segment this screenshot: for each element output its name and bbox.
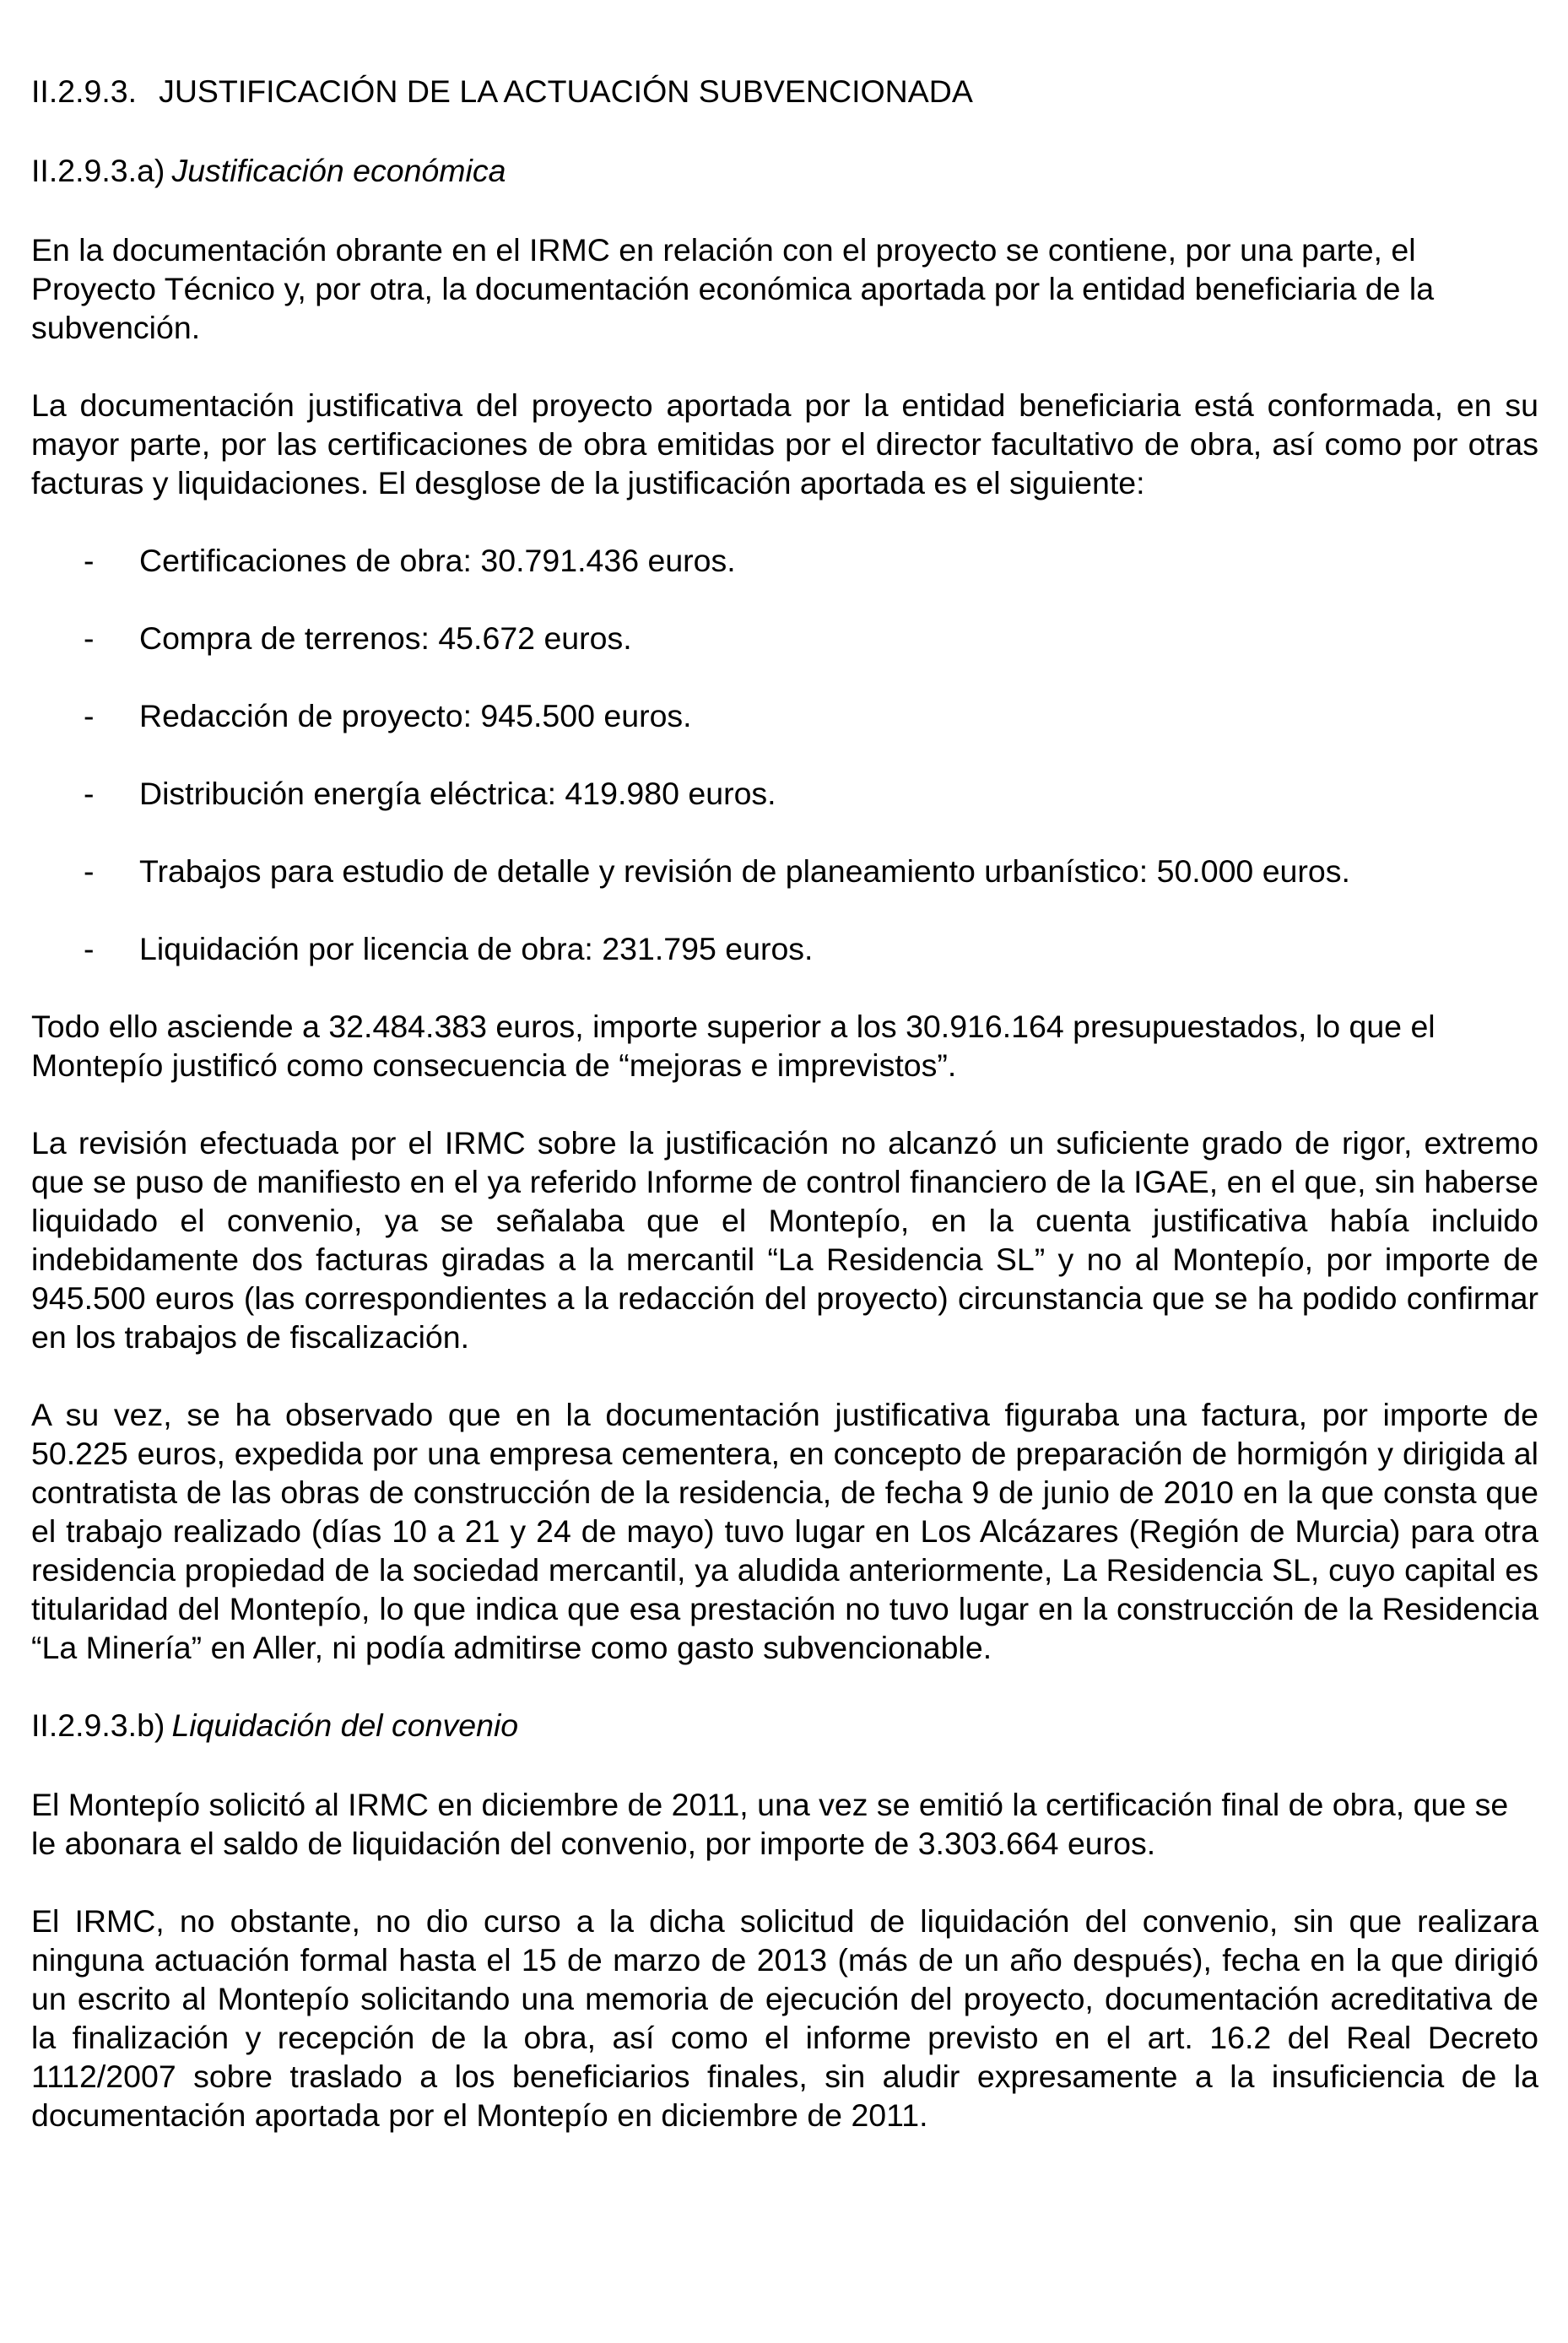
- section-code: II.2.9.3.: [31, 73, 138, 109]
- list-bullet: -: [84, 776, 95, 811]
- paragraph: El IRMC, no obstante, no dio curso a la dicha solicitud de liquidación del convenio, sin que realizara ninguna actuación formal hasta el 15 de marzo de 2013 (más de un año después), fecha en la que dirigió un escrito al Montepío solicitando una memoria de ejecución del proyecto, documentación acreditativa de la finalización y recepción de la obra, así como el informe previsto en el art. 16.2 del Real Decreto 1112/2007 sobre traslado a los beneficiarios finales, sin aludir expresamente a la insuficiencia de la documentación aportada por el Montepío en diciembre de 2011.: [31, 1903, 1538, 2133]
- subsection-b-code: II.2.9.3.b): [31, 1707, 165, 1743]
- list-bullet: -: [84, 698, 95, 733]
- paragraph: La documentación justificativa del proyecto aportada por la entidad beneficiaria está conformada, en su mayor parte, por las certificaciones de obra emitidas por el director facultativo de obra, así como por otras facturas y liquidaciones. El desglose de la justificación aportada es el siguiente:: [31, 387, 1538, 501]
- subsection-a-heading: [31, 151, 1538, 190]
- subsection-b-heading: [31, 1706, 1538, 1745]
- list-item: [31, 619, 1538, 657]
- list-bullet: -: [84, 853, 95, 889]
- list-item-text: Redacción de proyecto: 945.500 euros.: [139, 698, 692, 733]
- list-item: [31, 774, 1538, 813]
- paragraph: El Montepío solicitó al IRMC en diciembre de 2011, una vez se emitió la certificación final de obra, que se le abonara el saldo de liquidación del convenio, por importe de 3.303.664 euros.: [31, 1787, 1509, 1861]
- list-item-text: Certificaciones de obra: 30.791.436 euros.: [139, 543, 736, 578]
- list-bullet: -: [84, 543, 95, 578]
- list-item: [31, 541, 1538, 580]
- paragraph: En la documentación obrante en el IRMC en relación con el proyecto se contiene, por una parte, el Proyecto Técnico y, por otra, la documentación económica aportada por la entidad beneficiaria de la subvención.: [31, 232, 1435, 345]
- subsection-b-title: Liquidación del convenio: [171, 1707, 519, 1743]
- list-bullet: -: [84, 931, 95, 966]
- list-item: [31, 696, 1538, 735]
- justification-list: [31, 541, 1538, 968]
- section-title: JUSTIFICACIÓN DE LA ACTUACIÓN SUBVENCIONADA: [159, 73, 973, 109]
- list-bullet: -: [84, 620, 95, 656]
- subsection-a-title: Justificación económica: [171, 153, 506, 188]
- list-item-text: Distribución energía eléctrica: 419.980 euros.: [139, 776, 776, 811]
- document-page: [31, 72, 1538, 2173]
- list-item: [31, 852, 1538, 890]
- list-item: [31, 929, 1538, 968]
- paragraph: La revisión efectuada por el IRMC sobre la justificación no alcanzó un suficiente grado de rigor, extremo que se puso de manifiesto en el ya referido Informe de control financiero de la IGAE, en el que, sin haberse liquidado el convenio, ya se señalaba que el Montepío, en la cuenta justificativa había incluido indebidamente dos facturas giradas a la mercantil “La Residencia SL” y no al Montepío, por importe de 945.500 euros (las correspondientes a la redacción del proyecto) circunstancia que se ha podido confirmar en los trabajos de fiscalización.: [31, 1125, 1538, 1355]
- subsection-a-code: II.2.9.3.a): [31, 153, 165, 188]
- list-item-text: Liquidación por licencia de obra: 231.795 euros.: [139, 931, 814, 966]
- section-heading: [31, 72, 1538, 111]
- paragraph: A su vez, se ha observado que en la documentación justificativa figuraba una factura, por importe de 50.225 euros, expedida por una empresa cementera, en concepto de preparación de hormigón y dirigida al contratista de las obras de construcción de la residencia, de fecha 9 de junio de 2010 en la que consta que el trabajo realizado (días 10 a 21 y 24 de mayo) tuvo lugar en Los Alcázares (Región de Murcia) para otra residencia propiedad de la sociedad mercantil, ya aludida anteriormente, La Residencia SL, cuyo capital es titularidad del Montepío, lo que indica que esa prestación no tuvo lugar en la construcción de la Residencia “La Minería” en Aller, ni podía admitirse como gasto subvencionable.: [31, 1397, 1538, 1665]
- list-item-text: Compra de terrenos: 45.672 euros.: [139, 620, 632, 656]
- paragraph: Todo ello asciende a 32.484.383 euros, importe superior a los 30.916.164 presupuestados, lo que el Montepío justificó como consecuencia de “mejoras e imprevistos”.: [31, 1009, 1436, 1083]
- list-item-text: Trabajos para estudio de detalle y revisión de planeamiento urbanístico: 50.000 euros.: [139, 853, 1350, 889]
